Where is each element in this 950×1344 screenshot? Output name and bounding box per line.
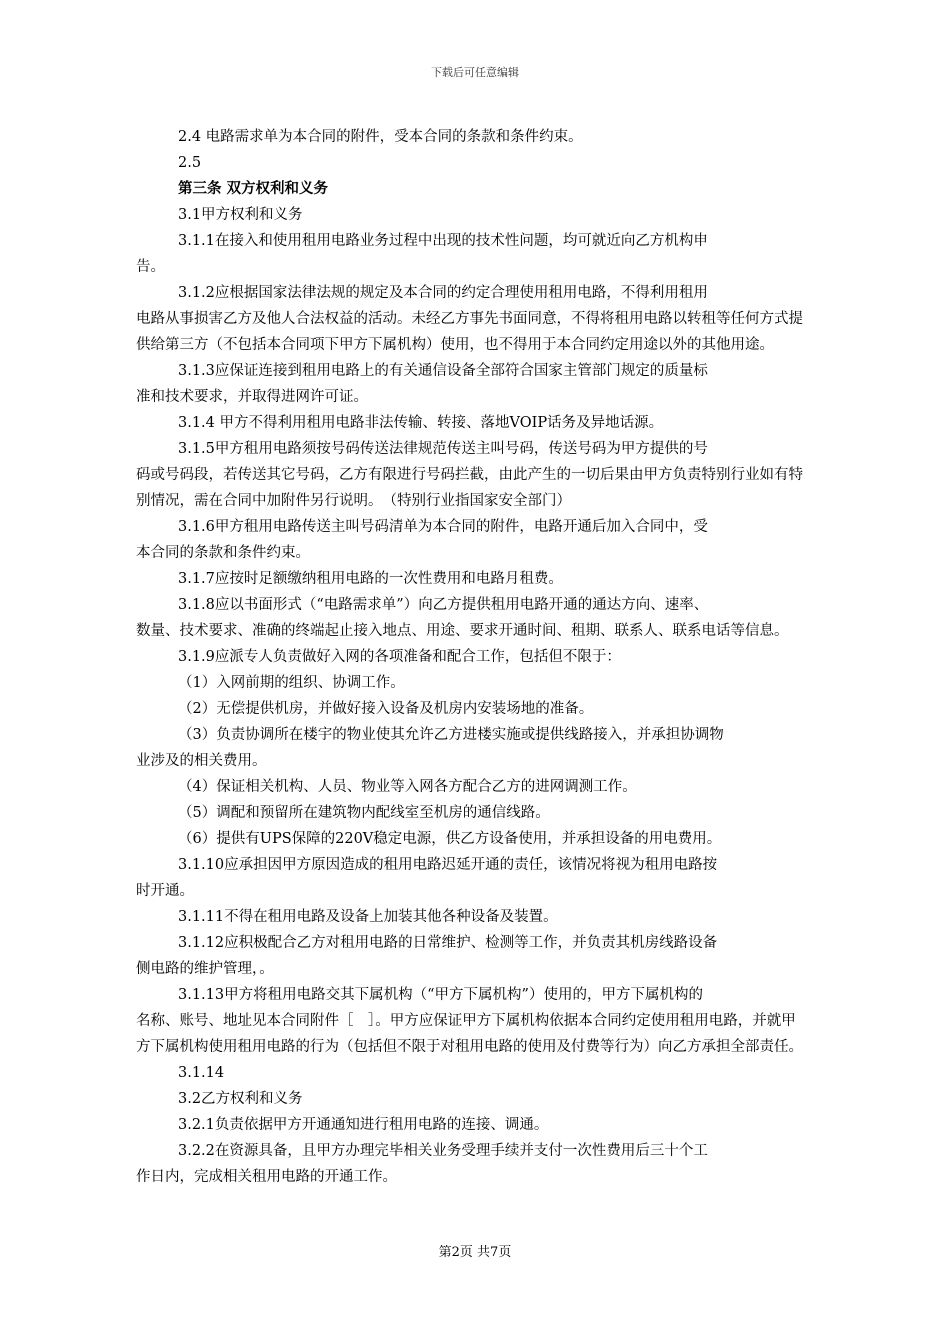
paragraph-line: （3）负责协调所在楼宇的物业使其允许乙方进楼实施或提供线路接入，并承担协调物 [178,727,724,743]
paragraph-line: （5）调配和预留所在建筑物内配线室至机房的通信线路。 [178,805,550,821]
paragraph-line: 3.1.11不得在租用电路及设备上加装其他各种设备及装置。 [178,909,558,925]
paragraph-line: 3.1.10应承担因甲方原因造成的租用电路迟延开通的责任，该情况将视为租用电路按 [178,857,718,873]
paragraph-line: 3.2乙方权利和义务 [178,1091,303,1107]
document-body [136,124,810,1190]
paragraph-line: （1）入网前期的组织、协调工作。 [178,675,405,691]
paragraph-line: 3.1.5甲方租用电路须按号码传送法律规范传送主叫号码，传送号码为甲方提供的号 [178,441,708,457]
paragraph-line: 3.1.1在接入和使用租用电路业务过程中出现的技术性问题，均可就近向乙方机构申 [178,233,708,249]
paragraph-continuation: 告。 [136,259,165,275]
paragraph-line: 3.1.6甲方租用电路传送主叫号码清单为本合同的附件，电路开通后加入合同中，受 [178,519,708,535]
paragraph-line: （6）提供有UPS保障的220V稳定电源，供乙方设备使用，并承担设备的用电费用。 [178,831,722,847]
paragraph-line: （4）保证相关机构、人员、物业等入网各方配合乙方的进网调测工作。 [178,779,637,795]
paragraph-continuation: 电路从事损害乙方及他人合法权益的活动。未经乙方事先书面同意，不得将租用电路以转租等任何方式提供给第三方（不包括本合同项下甲方下属机构）使用，也不得用于本合同约定用途以外的其他用途。 [136,311,803,353]
paragraph-line: 3.1.4 甲方不得利用租用电路非法传输、转接、落地VOIP话务及异地话源。 [178,415,664,431]
paragraph-line: 3.1.9应派专人负责做好入网的各项准备和配合工作，包括但不限于： [178,649,621,665]
paragraph-continuation: 名称、账号、地址见本合同附件［ ］。甲方应保证甲方下属机构依据本合同约定使用租用电路，并就甲方下属机构使用租用电路的行为（包括但不限于对租用电路的使用及付费等行为）向乙方承担全部责任。 [136,1013,803,1055]
paragraph-line: 3.1.7应按时足额缴纳租用电路的一次性费用和电路月租费。 [178,571,563,587]
paragraph-continuation: 业涉及的相关费用。 [136,753,267,769]
paragraph-continuation: 准和技术要求，并取得进网许可证。 [136,389,368,405]
paragraph-line: 3.1.14 [178,1065,225,1081]
section-heading: 第三条 双方权利和义务 [178,180,329,197]
paragraph-line: 3.1.3应保证连接到租用电路上的有关通信设备全部符合国家主管部门规定的质量标 [178,363,708,379]
paragraph-line: 3.2.2在资源具备，且甲方办理完毕相关业务受理手续并支付一次性费用后三十个工 [178,1143,708,1159]
paragraph-line: 3.2.1负责依据甲方开通通知进行租用电路的连接、调通。 [178,1117,549,1133]
paragraph-continuation: 码或号码段，若传送其它号码，乙方有限进行号码拦截，由此产生的一切后果由甲方负责特别行业如有特别情况，需在合同中加附件另行说明。 （特别行业指国家安全部门） [136,467,803,509]
paragraph-line: 3.1.8应以书面形式（“电路需求单”）向乙方提供租用电路开通的通达方向、速率、 [178,597,709,613]
paragraph-continuation: 作日内，完成相关租用电路的开通工作。 [136,1169,397,1185]
paragraph-line: 2.4 电路需求单为本合同的附件，受本合同的条款和条件约束。 [178,129,583,145]
page-header-note: 下载后可任意编辑 [431,66,519,79]
paragraph-line: 3.1.2应根据国家法律法规的规定及本合同的约定合理使用租用电路，不得利用租用 [178,285,708,301]
paragraph-continuation: 数量、技术要求、准确的终端起止接入地点、用途、要求开通时间、租期、联系人、联系电话等信息。 [136,623,789,639]
paragraph-line: （2）无偿提供机房，并做好接入设备及机房内安装场地的准备。 [178,701,594,717]
paragraph-continuation: 本合同的条款和条件约束。 [136,545,310,561]
paragraph-continuation: 侧电路的维护管理，。 [136,961,274,977]
paragraph-continuation: 时开通。 [136,883,194,899]
paragraph-line: 2.5 [178,155,202,171]
page-footer-number: 第2页 共7页 [438,1245,512,1260]
paragraph-line: 3.1.13甲方将租用电路交其下属机构（“甲方下属机构”）使用的，甲方下属机构的 [178,987,703,1003]
paragraph-line: 3.1.12应积极配合乙方对租用电路的日常维护、检测等工作，并负责其机房线路设备 [178,935,718,951]
paragraph-line: 3.1甲方权利和义务 [178,207,303,223]
